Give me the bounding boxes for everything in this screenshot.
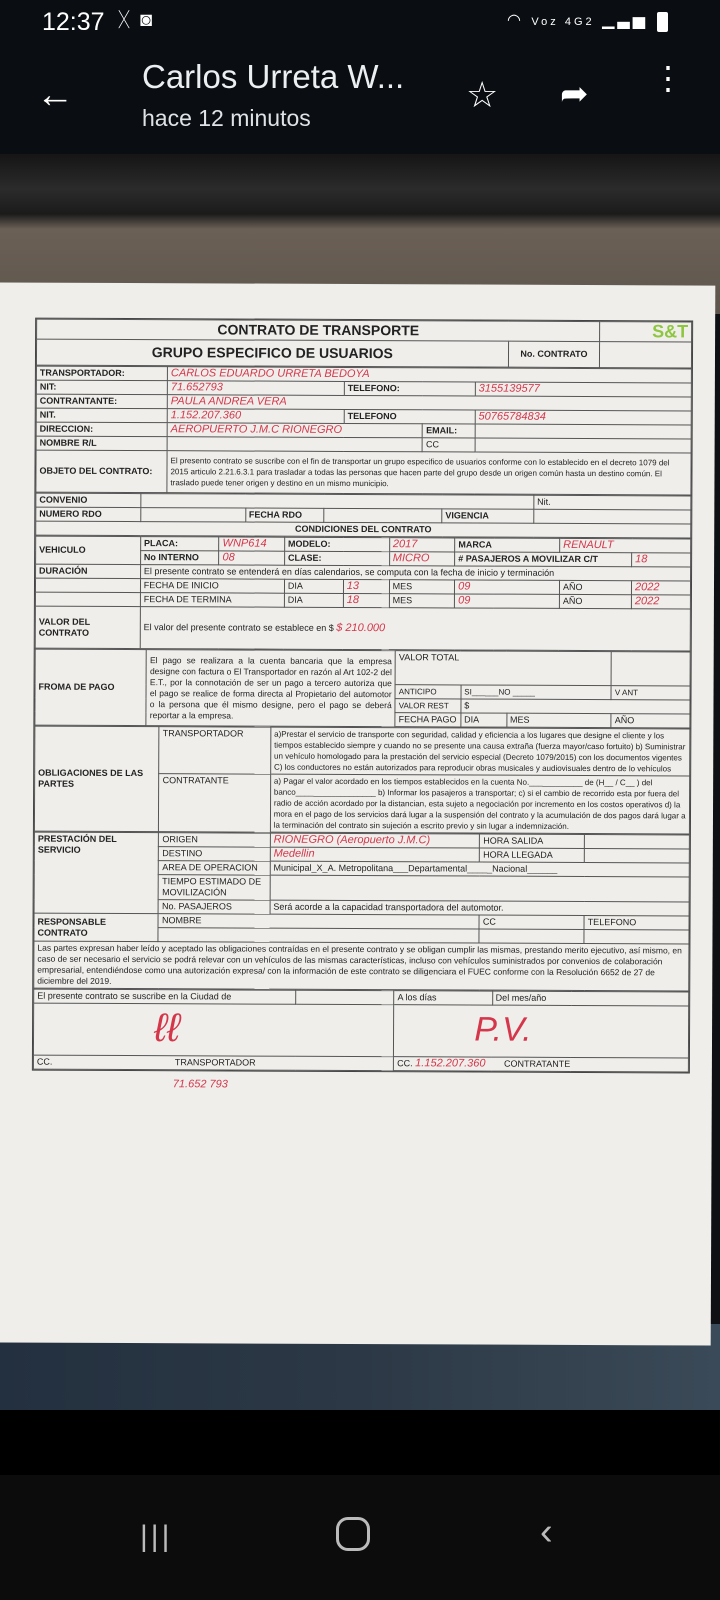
label: NUMERO RDO — [36, 507, 141, 521]
section-heading: CONDICIONES DEL CONTRATO — [36, 521, 691, 538]
label: FROMA DE PAGO — [35, 649, 147, 725]
destino-value: Medellin — [270, 847, 480, 862]
label: OBLIGACIONES DE LAS PARTES — [34, 726, 159, 832]
label: CONTRATANTE — [504, 1058, 571, 1069]
label: CC — [423, 438, 475, 452]
alarm-icon: ◙ — [140, 9, 163, 31]
anticipo-value: SI______NO _____ — [461, 685, 612, 700]
signature-scribble: ℓℓ — [153, 1006, 181, 1051]
chat-title: Carlos Urreta W... — [142, 58, 405, 95]
no-pasajeros-value: Será acorde a la capacidad transportadora del automotor. — [270, 900, 689, 916]
label: MARCA — [455, 538, 560, 552]
label: A los días — [394, 991, 492, 1005]
marca-value: RENAULT — [560, 538, 691, 553]
label: FECHA RDO — [245, 508, 324, 522]
label: No. PASAJEROS — [159, 900, 270, 914]
label: MES — [389, 580, 455, 594]
label: PLACA: — [140, 537, 219, 551]
label: ORIGEN — [159, 833, 270, 847]
obligations-table — [34, 726, 690, 835]
label: DURACIÓN — [36, 564, 141, 578]
back-nav-icon[interactable]: ‹ — [540, 1511, 553, 1553]
label: DIA — [284, 593, 343, 607]
signature-transportador — [33, 1003, 393, 1057]
image-viewer[interactable] — [0, 154, 720, 1410]
doc-title: CONTRATO DE TRANSPORTE — [37, 319, 600, 341]
label: Nit. — [534, 495, 691, 510]
missed-call-icon: ᚷ — [118, 9, 140, 31]
payment-table — [34, 649, 690, 729]
label: El presente contrato se suscribe en la Ciudad de — [34, 989, 296, 1004]
clausula-text: Las partes expresan haber leído y aceptado las obligaciones contraídas en el presente contrato y se obligan cumplir las mismas, prestando merito ejecutivo, así mismo, en caso de ser necesario el servicio se podrá relevar con un vehículos de las mismas características, incluso con vehículos suministrados por convenios de colaboración empresarial, entendiéndose como una autorización expresa/ con la información de este contrato se diligenciara el FUEC conforme con la Resolución 6652 de 27 de diciembre del 2019. — [34, 941, 689, 991]
label: TRANSPORTADOR: — [36, 366, 167, 381]
label: DESTINO — [159, 847, 270, 861]
label: NOMBRE — [158, 914, 479, 929]
area-value: Municipal_X_A. Metropolitana___Departamental_____Nacional______ — [270, 861, 689, 877]
parties-table — [35, 366, 692, 496]
inicio-mes: 09 — [455, 580, 560, 594]
vehicle-table — [35, 536, 691, 652]
label: HORA SALIDA — [480, 834, 585, 848]
convenio-table — [35, 493, 691, 539]
label: TELEFONO — [584, 916, 689, 930]
signal-icons — [507, 10, 648, 30]
label: AREA DE OPERACION — [159, 861, 270, 875]
label: DIA — [461, 713, 507, 727]
label: FECHA PAGO — [395, 713, 461, 727]
label: V ANT — [611, 686, 690, 700]
label: NIT: — [36, 380, 167, 395]
more-vert-icon[interactable]: ⋮ — [652, 60, 684, 96]
label: VALOR DEL CONTRATO — [35, 606, 140, 648]
contract-form — [32, 318, 693, 1091]
label: AÑO — [559, 580, 631, 594]
label: CONVENIO — [36, 493, 141, 507]
company-logo: S&T — [600, 322, 692, 342]
app-bar — [0, 44, 720, 154]
battery-icon — [657, 12, 668, 32]
transportador-value: CARLOS EDUARDO URRETA BEDOYA — [167, 367, 691, 383]
label: TIEMPO ESTIMADO DE MOVILIZACIÓN — [159, 875, 270, 900]
nit-value: 71.652793 — [167, 381, 344, 396]
label: NOMBRE R/L — [36, 436, 167, 451]
telefono2-value: 50765784834 — [475, 410, 691, 425]
doc-subtitle: GRUPO ESPECIFICO DE USUARIOS — [36, 339, 508, 367]
label: CC. — [397, 1058, 413, 1069]
valor-text: El valor del presente contrato se establece en $ — [143, 622, 334, 633]
label: AÑO — [559, 594, 631, 608]
signature-contratante: P.V. — [474, 1010, 532, 1049]
label: CC. — [36, 1056, 53, 1067]
label: EMAIL: — [423, 424, 475, 438]
origen-value: RIONEGRO (Aeropuerto J.M.C) — [270, 833, 480, 848]
valor-value: $ 210.000 — [336, 621, 386, 635]
label: TRANSPORTADOR — [159, 727, 271, 774]
signature-table — [33, 989, 689, 1073]
label: MES — [506, 713, 611, 727]
label: MODELO: — [285, 537, 390, 551]
modelo-value: 2017 — [389, 538, 455, 552]
inicio-ano: 2022 — [631, 581, 690, 595]
direccion-value: AEROPUERTO J.M.C RIONEGRO — [167, 423, 422, 438]
label: PRESTACIÓN DEL SERVICIO — [34, 832, 159, 914]
contratante-value: PAULA ANDREA VERA — [167, 395, 691, 411]
label: TELEFONO — [344, 409, 475, 424]
share-icon[interactable]: ➦ — [560, 75, 589, 113]
contract-document — [0, 282, 715, 1345]
label: FECHA DE INICIO — [140, 579, 284, 594]
cc-contratante-value: 1.152.207.360 — [415, 1057, 486, 1070]
label: VALOR TOTAL — [395, 651, 611, 686]
header-table — [36, 319, 692, 369]
star-icon[interactable]: ☆ — [466, 74, 499, 115]
label: MES — [389, 594, 455, 608]
wifi-icon: ◠ — [507, 12, 524, 29]
obligaciones-contratante: a) Pagar el valor acordado en los tiempos establecidos en la cuenta No.____________ de (H__ / C__ ) del banco__________________ b) Informar los pasajeros a transportar; c) si el cambio de recorrido esta por fuera del radio de acción acordado por la distancian, esta sujeto a negociación por incremento en los costos operativos d) la mora en el pago de los servicios dará lugar a la suspensión del contrato y la acumulación de dos pagos dará lugar a la terminación del contrato sin sujeción a escrito previo y sin lugar a indemnización. — [270, 774, 689, 834]
duracion-text: El presente contrato se entenderá en días calendarios, se computa con la fecha de inicio y terminación — [140, 565, 690, 581]
obligaciones-transportador: a)Prestar el servicio de transporte con seguridad, calidad y eficiencia a los lugares que designe el cliente y los tiempos establecido siempre y cuando no se presente una causa extraña (fuerza mayor/caso fortuito) b) Suministrar un vehículo homologado para la prestación del servicio especial (Decreto 1079/2015) con los documentos vigentes C) los conductores no están autorizados para reproducir obras musicales y audiovisuales dentro de lo vehículos — [270, 727, 689, 776]
label: CONTRANTANTE: — [36, 394, 167, 409]
label: DIA — [284, 579, 343, 593]
no-contrato-label: No. CONTRATO — [508, 341, 600, 367]
label: # PASAJEROS A MOVILIZAR C/T — [455, 552, 632, 567]
signal-icon: ▁▃▅ — [602, 12, 648, 29]
label: TRANSPORTADOR — [174, 1057, 256, 1068]
label: DIRECCION: — [36, 422, 167, 437]
notification-icons — [118, 9, 162, 32]
navigation-bar — [0, 1410, 720, 1600]
pasajeros-value: 18 — [632, 553, 691, 567]
label: RESPONSABLE CONTRATO — [34, 913, 159, 942]
label: HORA LLEGADA — [480, 848, 585, 862]
network-label: Voz 4G2 — [531, 16, 595, 28]
objeto-text: El presento contrato se suscribe con el fin de transportar un grupo especifico de usuarios conforme con lo establecido en el decreto 1079 del 2015 articulo 2.21.6.3.1 para trasladar a todas las personas que hacen parte del grupo desde un origen común hasta un destino común. El traslado puede tener origen y destino en un mismo municipio. — [167, 451, 691, 495]
label: VEHICULO — [36, 536, 141, 564]
label: FECHA DE TERMINA — [140, 593, 284, 608]
label: VIGENCIA — [442, 509, 534, 523]
label: NIT. — [36, 408, 167, 423]
placa-value: WNP614 — [219, 537, 285, 551]
interno-value: 08 — [219, 551, 285, 565]
clock: 12:37 — [42, 8, 105, 36]
nit2-value: 1.152.207.360 — [167, 409, 344, 424]
valor-rest-value: $ — [461, 699, 690, 714]
label: AÑO — [611, 714, 690, 728]
recents-icon[interactable]: ||| — [140, 1520, 173, 1553]
label: OBJETO DEL CONTRATO: — [36, 450, 167, 493]
termina-mes: 09 — [455, 594, 560, 608]
inicio-dia: 13 — [343, 579, 389, 593]
label: CLASE: — [284, 551, 389, 565]
service-table — [33, 832, 690, 992]
timestamp: hace 12 minutos — [142, 105, 311, 131]
label: CC — [479, 915, 584, 929]
cc-transportador-value: 71.652 793 — [172, 1078, 228, 1091]
label: CONTRATANTE — [159, 774, 271, 832]
label: Del mes/año — [492, 991, 689, 1006]
status-bar — [0, 0, 720, 44]
clase-value: MICRO — [389, 552, 455, 566]
signature-contratante-box — [394, 1005, 689, 1058]
label: ANTICIPO — [395, 685, 461, 699]
label: No INTERNO — [140, 551, 219, 565]
termina-dia: 18 — [343, 593, 389, 607]
home-icon[interactable] — [336, 1517, 370, 1551]
forma-pago-text: El pago se realizara a la cuenta bancaria que la empresa designe con factura o El Transportador en razón al Art 102-2 del E.T., por la connotación de ser un pago a tercero autoriza que el pago se realice de forma directa al Propietario del automotor o la persona que él mismo designe, pero el pago se deberá reportar a la empresa. — [146, 650, 395, 727]
arrow-left-icon[interactable]: ← — [36, 74, 74, 116]
termina-ano: 2022 — [631, 595, 690, 609]
telefono-value: 3155139577 — [475, 382, 691, 397]
label: VALOR REST — [395, 699, 461, 713]
label: TELEFONO: — [344, 381, 475, 396]
